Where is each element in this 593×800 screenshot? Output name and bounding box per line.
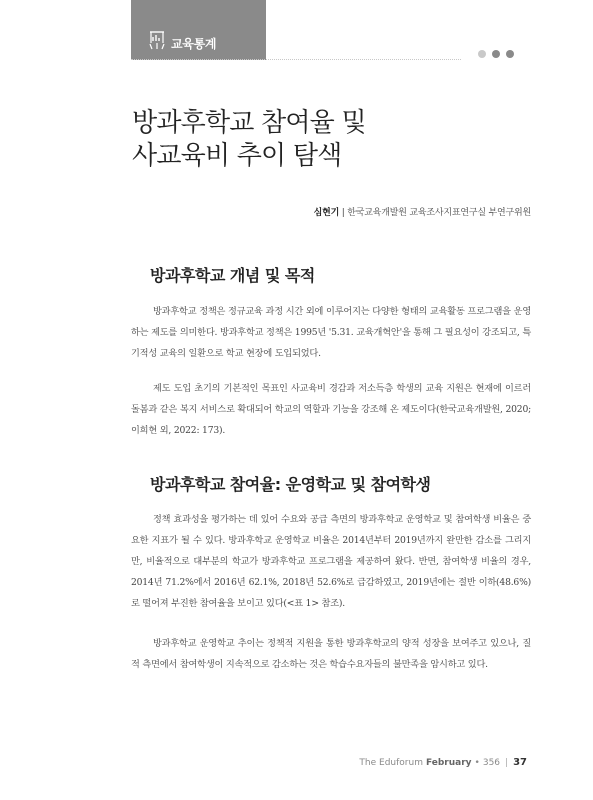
publication-name: The Eduforum xyxy=(359,758,423,768)
header-divider xyxy=(131,59,461,60)
author-name: 심현기 xyxy=(313,208,340,218)
footer-separator: | xyxy=(505,758,509,768)
body-paragraph: 제도 도입 초기의 기본적인 목표인 사교육비 경감과 저소득층 학생의 교육 지원은 현재에 이르러 돌봄과 같은 복지 서비스로 확대되어 학교의 역할과 기능을 강조해 온 제도이다(한국교육개발원, 2020; 이희현 외, 2022: 173). xyxy=(131,383,531,436)
body-paragraph: 정책 효과성을 평가하는 데 있어 수요와 공급 측면의 방과후학교 운영학교 및 참여학생 비율은 중요한 지표가 될 수 있다. 방과후학교 운영학교 비율은 2014년부터 2019년까지 완만한 감소를 그리지만, 비율적으로 대부분의 학교가 방과후학교 프로그램을 제공하여 왔다. 반면, 참여학생 비율의 경우, 2014년 71.2%에서 2016년 62.1%, 2018년 52.6%로 급감하였고, 2019년에는 절반 이하(48.6%)로 떨어져 부진한 참여율을 보이고 있다(<표 1> 참조). xyxy=(131,514,531,609)
author-divider: | xyxy=(341,208,345,218)
dot-dark xyxy=(506,50,514,58)
section-heading: 방과후학교 개념 및 목적 xyxy=(150,266,315,285)
issue-number: 356 xyxy=(482,758,501,768)
header-dots xyxy=(478,50,514,58)
title-line-2: 사교육비 추이 탐색 xyxy=(132,141,342,171)
author-byline xyxy=(314,205,531,218)
category-tab xyxy=(131,0,266,60)
bullet-separator: • xyxy=(474,758,480,768)
dot-light xyxy=(478,50,486,58)
page-footer xyxy=(359,757,527,768)
dot-dark xyxy=(492,50,500,58)
section-heading: 방과후학교 참여율: 운영학교 및 참여학생 xyxy=(150,475,431,494)
title-line-1: 방과후학교 참여율 및 xyxy=(132,108,366,138)
category-label: 교육통계 xyxy=(171,37,217,51)
body-paragraph: 방과후학교 운영학교 추이는 정책적 지원을 통한 방과후학교의 양적 성장을 보여주고 있으나, 질적 측면에서 참여학생이 지속적으로 감소하는 것은 학습수요자들의 불만족을 암시하고 있다. xyxy=(131,638,531,670)
presentation-board-icon xyxy=(149,30,165,50)
article-title xyxy=(132,107,366,173)
page-number: 37 xyxy=(513,757,527,768)
author-affiliation: 한국교육개발원 교육조사지표연구실 부연구위원 xyxy=(347,208,531,218)
issue-month: February xyxy=(425,758,472,768)
body-paragraph: 방과후학교 정책은 정규교육 과정 시간 외에 이루어지는 다양한 형태의 교육활동 프로그램을 운영하는 제도를 의미한다. 방과후학교 정책은 1995년 '5.31. 교육개혁안'을 통해 그 필요성이 강조되고, 특기적성 교육의 일환으로 학교 현장에 도입되었다. xyxy=(131,306,531,359)
